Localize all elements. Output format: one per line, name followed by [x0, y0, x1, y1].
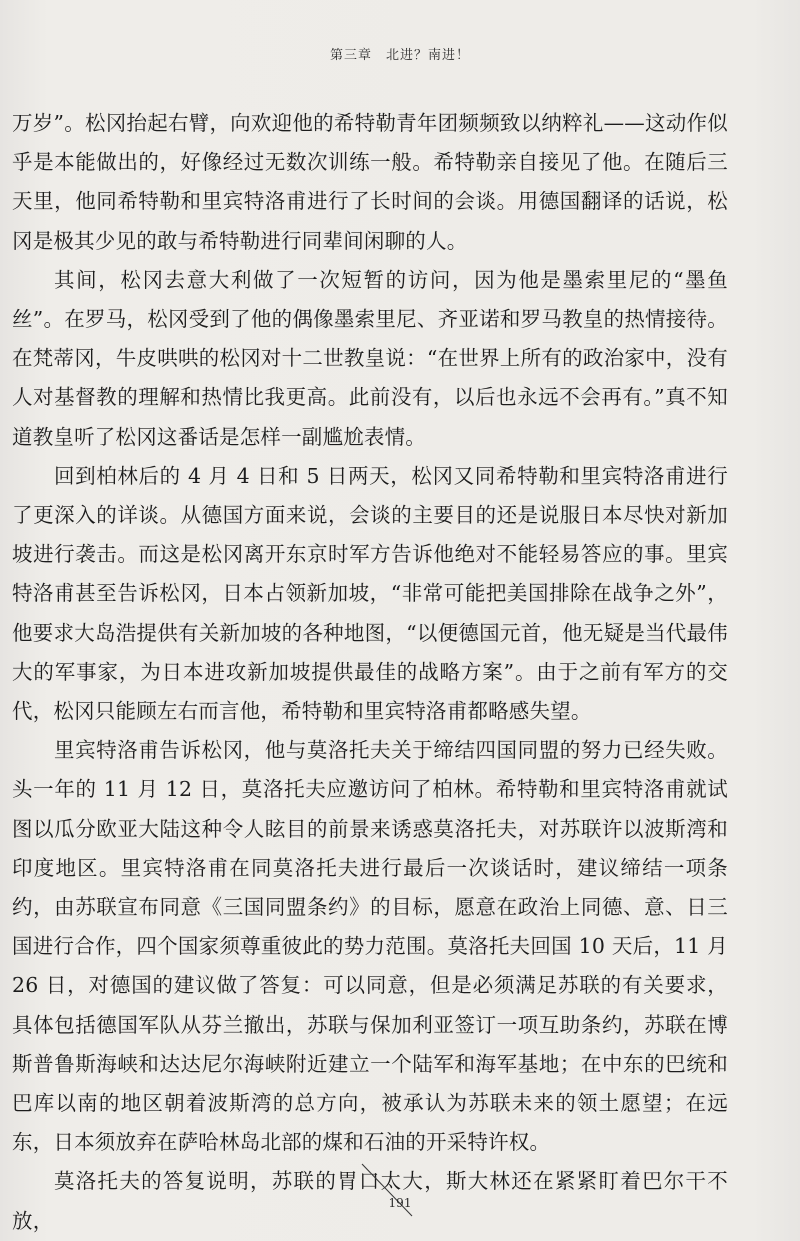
body-text — [12, 104, 728, 1241]
folio-slash-mark — [360, 1160, 420, 1220]
paragraph-3: 回到柏林后的 4 月 4 日和 5 日两天，松冈又同希特勒和里宾特洛甫进行了更深入的详谈。从德国方面来说，会谈的主要目的还是说服日本尽快对新加坡进行袭击。而这是松冈离开东京时军方告诉他绝对不能轻易答应的事。里宾特洛甫甚至告诉松冈，日本占领新加坡，“非常可能把美国排除在战争之外”，他要求大岛浩提供有关新加坡的各种地图，“以便德国元首，他无疑是当代最伟大的军事家，为日本进攻新加坡提供最佳的战略方案”。由于之前有军方的交代，松冈只能顾左右而言他，希特勒和里宾特洛甫都略感失望。 — [12, 463, 728, 724]
page-number: 191 — [388, 1196, 412, 1210]
paragraph-4: 里宾特洛甫告诉松冈，他与莫洛托夫关于缔结四国同盟的努力已经失败。头一年的 11 月 12 日，莫洛托夫应邀访问了柏林。希特勒和里宾特洛甫就试图以瓜分欧亚大陆这种令人眩目的前景来诱惑莫洛托夫，对苏联许以波斯湾和印度地区。里宾特洛甫在同莫洛托夫进行最后一次谈话时，建议缔结一项条约，由苏联宣布同意《三国同盟条约》的目标，愿意在政治上同德、意、日三国进行合作，四个国家须尊重彼此的势力范围。莫洛托夫回国 10 天后，11 月 26 日，对德国的建议做了答复：可以同意，但是必须满足苏联的有关要求，具体包括德国军队从芬兰撤出，苏联与保加利亚签订一项互助条约，苏联在博斯普鲁斯海峡和达达尼尔海峡附近建立一个陆军和海军基地；在中东的巴统和巴库以南的地区朝着波斯湾的总方向，被承认为苏联未来的领土愿望；在远东，日本须放弃在萨哈林岛北部的煤和石油的开采特许权。 — [12, 738, 728, 1155]
paragraph-1: 万岁”。松冈抬起右臂，向欢迎他的希特勒青年团频频致以纳粹礼——这动作似乎是本能做出的，好像经过无数次训练一般。希特勒亲自接见了他。在随后三天里，他同希特勒和里宾特洛甫进行了长时间的会谈。用德国翻译的话说，松冈是极其少见的敢与希特勒进行同辈间闲聊的人。 — [12, 111, 728, 253]
paragraph-2: 其间，松冈去意大利做了一次短暂的访问，因为他是墨索里尼的“墨鱼丝”。在罗马，松冈受到了他的偶像墨索里尼、齐亚诺和罗马教皇的热情接待。在梵蒂冈，牛皮哄哄的松冈对十二世教皇说：“在世界上所有的政治家中，没有人对基督教的理解和热情比我更高。此前没有，以后也永远不会再有。”真不知道教皇听了松冈这番话是怎样一副尴尬表情。 — [12, 267, 728, 449]
running-head: 第三章 北进？南进！ — [329, 48, 470, 63]
paragraph-5: 莫洛托夫的答复说明，苏联的胃口太大，斯大林还在紧紧盯着巴尔干不放， — [12, 1169, 728, 1233]
